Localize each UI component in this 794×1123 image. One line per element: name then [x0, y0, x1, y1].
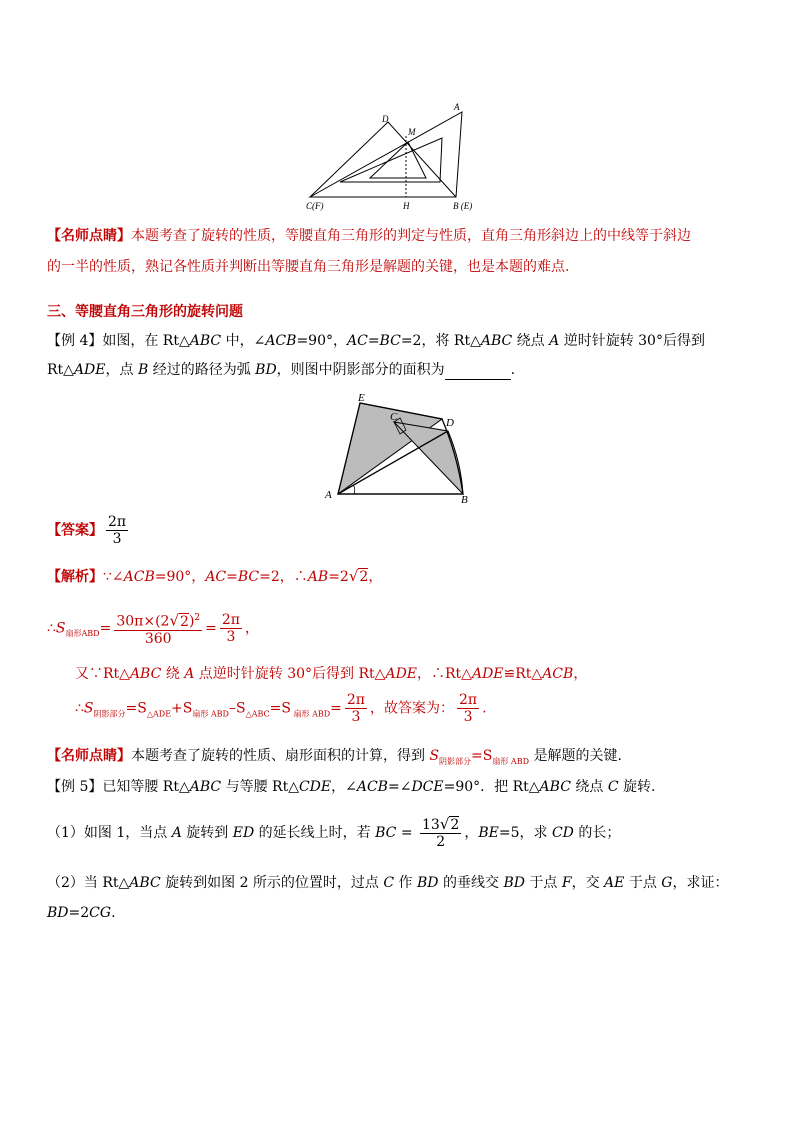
label-b-e: B (E)	[453, 201, 473, 211]
answer-line	[47, 514, 131, 547]
label-h: H	[403, 201, 410, 211]
label-c: C	[390, 411, 398, 423]
analysis-line-2: $\therefore S_{扇形ABD}=$ $\frac{30\pi\times(2√2)^2}{360}$ = $\frac{2\pi}{3}$ ，	[47, 611, 259, 647]
answer-blank	[445, 365, 511, 380]
label-c-f: C(F)	[306, 201, 324, 211]
note-2: 【名师点睛】本题考查了旋转的性质、扇形面积的计算，得到 $S_{阴影部分}=S_{扇形 ABD}$ 是解题的关键.	[47, 748, 622, 766]
example-5-question-2: （2）当 Rt△ABC 旋转到如图 2 所示的位置时，过点 C 作 BD 的垂线交 BD 于点 F，交 AE 于点 G，求证：	[47, 875, 729, 891]
example-4-line-1: 【例 4】如图，在 Rt△ABC 中，∠ACB=90°，AC=BC=2，将 Rt△ABC 绕点 A 逆时针旋转 30°后得到	[47, 333, 705, 349]
analysis-tag: 【解析】	[47, 569, 103, 585]
label-m: M	[408, 127, 416, 137]
example-5-question-2-line-2: BD=2CG.	[47, 905, 116, 921]
shaded-region-right	[394, 422, 463, 494]
example-5-question-1: （1）如图 1，当点 A 旋转到 ED 的延长线上时，若 BC = $\frac{13√2}{2}$ ，BE=5，求 CD 的长；	[47, 815, 621, 850]
example-5-line-1: 【例 5】已知等腰 Rt△ABC 与等腰 Rt△CDE，∠ACB=∠DCE=90°．把 Rt△ABC 绕点 C 旋转.	[47, 779, 656, 795]
figure-1	[300, 100, 500, 212]
note-1-line-1	[47, 226, 691, 246]
section-heading: 三、等腰直角三角形的旋转问题	[47, 304, 243, 320]
label-b: B	[461, 494, 468, 505]
label-a: A	[454, 102, 460, 112]
label-d: D	[382, 114, 389, 124]
label-d: D	[446, 417, 454, 429]
analysis-line-3: 又∵Rt△ABC 绕 A 点逆时针旋转 30°后得到 Rt△ADE，∴Rt△ADE≌Rt△ACB，	[75, 666, 588, 682]
label-e: E	[358, 392, 365, 404]
answer-tag: 【答案】	[47, 522, 103, 539]
figure-2	[320, 390, 480, 505]
note-tag: 【名师点睛】	[47, 228, 131, 244]
analysis-line-1: 【解析】∵∠ACB=90°，AC=BC=2，∴AB=2√2，	[47, 567, 383, 585]
analysis-line-4: $\therefore S_{阴影部分}=S_{\triangle ADE}+S_{扇形 ABD}-S_{\triangle ABC}=S$ $_{扇形 ABD}$= $\frac{2\pi}{3}$ ，故答案为： $\frac{2\pi}{3}$ .	[75, 692, 487, 725]
note-text: 本题考查了旋转的性质，等腰直角三角形的判定与性质，直角三角形斜边上的中线等于斜边	[131, 228, 691, 244]
example-4-line-2: Rt△ADE，点 B 经过的路径为弧 BD，则图中阴影部分的面积为 .	[47, 362, 516, 378]
answer-fraction: $\frac{2\pi}{3}$	[108, 514, 127, 547]
note-1-line-2: 的一半的性质，熟记各性质并判断出等腰直角三角形是解题的关键，也是本题的难点.	[47, 259, 570, 275]
label-a: A	[325, 489, 332, 501]
